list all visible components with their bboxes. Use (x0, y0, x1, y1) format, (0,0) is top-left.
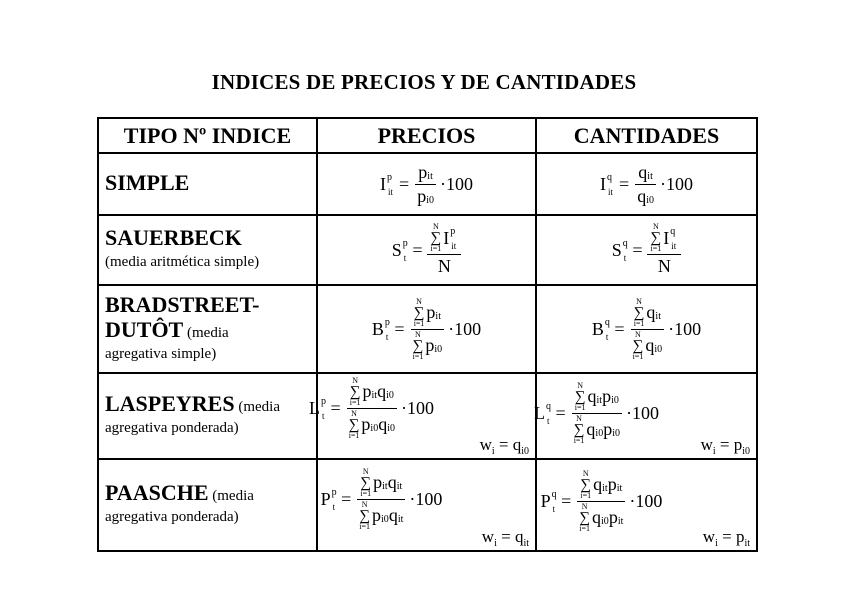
formula-paasche-cantidades: P q t = N ∑ i=1 q it p it N ∑ i=1 q i0 p it ·100 $w_i = p_{it}$ (536, 459, 757, 551)
header-tipo: TIPO Nº INDICE (98, 118, 317, 153)
row-name-cell (98, 373, 317, 459)
row-desc: (media (238, 399, 280, 415)
formula-laspeyres-cantidades: L q t = N ∑ i=1 q it p i0 N ∑ i=1 q i0 p i0 ·100 $w_i = p_{i0}$ (536, 373, 757, 459)
row-sauerbeck (98, 215, 757, 285)
header-row (98, 118, 757, 153)
row-paasche (98, 459, 757, 551)
row-desc: (media (187, 324, 229, 341)
weight-note: $w_i = p_{it}$ (702, 527, 750, 549)
row-bradstreet-dutot (98, 285, 757, 373)
weight-note: $w_i = q_{it}$ (481, 527, 529, 549)
row-desc: (media (212, 488, 254, 504)
index-table (97, 117, 758, 552)
weight-note: $w_i = p_{i0}$ (700, 435, 750, 457)
row-name: SAUERBECK (105, 225, 242, 250)
row-name-cell (98, 459, 317, 551)
weight-note: $w_i = q_{i0}$ (479, 435, 529, 457)
formula-paasche-precios: P p t = N ∑ i=1 p it q it N ∑ i=1 p i0 q it ·100 $w_i = q_{it}$ (317, 459, 536, 551)
row-desc: (media aritmética simple) (105, 254, 260, 270)
page-title: INDICES DE PRECIOS Y DE CANTIDADES (211, 70, 637, 94)
header-precios: PRECIOS (317, 118, 536, 153)
row-desc: agregativa ponderada) (105, 420, 239, 436)
row-desc: agregativa ponderada) (105, 509, 239, 525)
row-simple (98, 153, 757, 215)
row-name: SIMPLE (105, 169, 190, 195)
formula-bradstreet-cantidades: B q t = N ∑ i=1 q it N ∑ i=1 q i0 ·100 (536, 285, 757, 373)
formula-sauerbeck-cantidades: S q t = N ∑ i=1 I q it N (536, 215, 757, 285)
row-name: PAASCHE (105, 480, 209, 505)
formula-simple-precios: I p it = p it p i0 ·100 (317, 153, 536, 215)
row-name: BRADSTREET- (105, 291, 260, 317)
row-name-cell (98, 153, 317, 215)
formula-laspeyres-precios: L p t = N ∑ i=1 p it q i0 N ∑ i=1 p i0 q i0 ·100 $w_i = q_{i0}$ (317, 373, 536, 459)
formula-bradstreet-precios: B p t = N ∑ i=1 p it N ∑ i=1 p i0 ·100 (317, 285, 536, 373)
row-name-cell (98, 285, 317, 373)
row-name: LASPEYRES (105, 391, 235, 416)
row-name: DUTÔT (105, 316, 184, 342)
formula-sauerbeck-precios: S p t = N ∑ i=1 I p it N (317, 215, 536, 285)
formula-simple-cantidades: I q it = q it q i0 ·100 (536, 153, 757, 215)
row-name-cell (98, 215, 317, 285)
row-desc: agregativa simple) (105, 345, 217, 362)
header-cantidades: CANTIDADES (536, 118, 757, 153)
row-laspeyres (98, 373, 757, 459)
